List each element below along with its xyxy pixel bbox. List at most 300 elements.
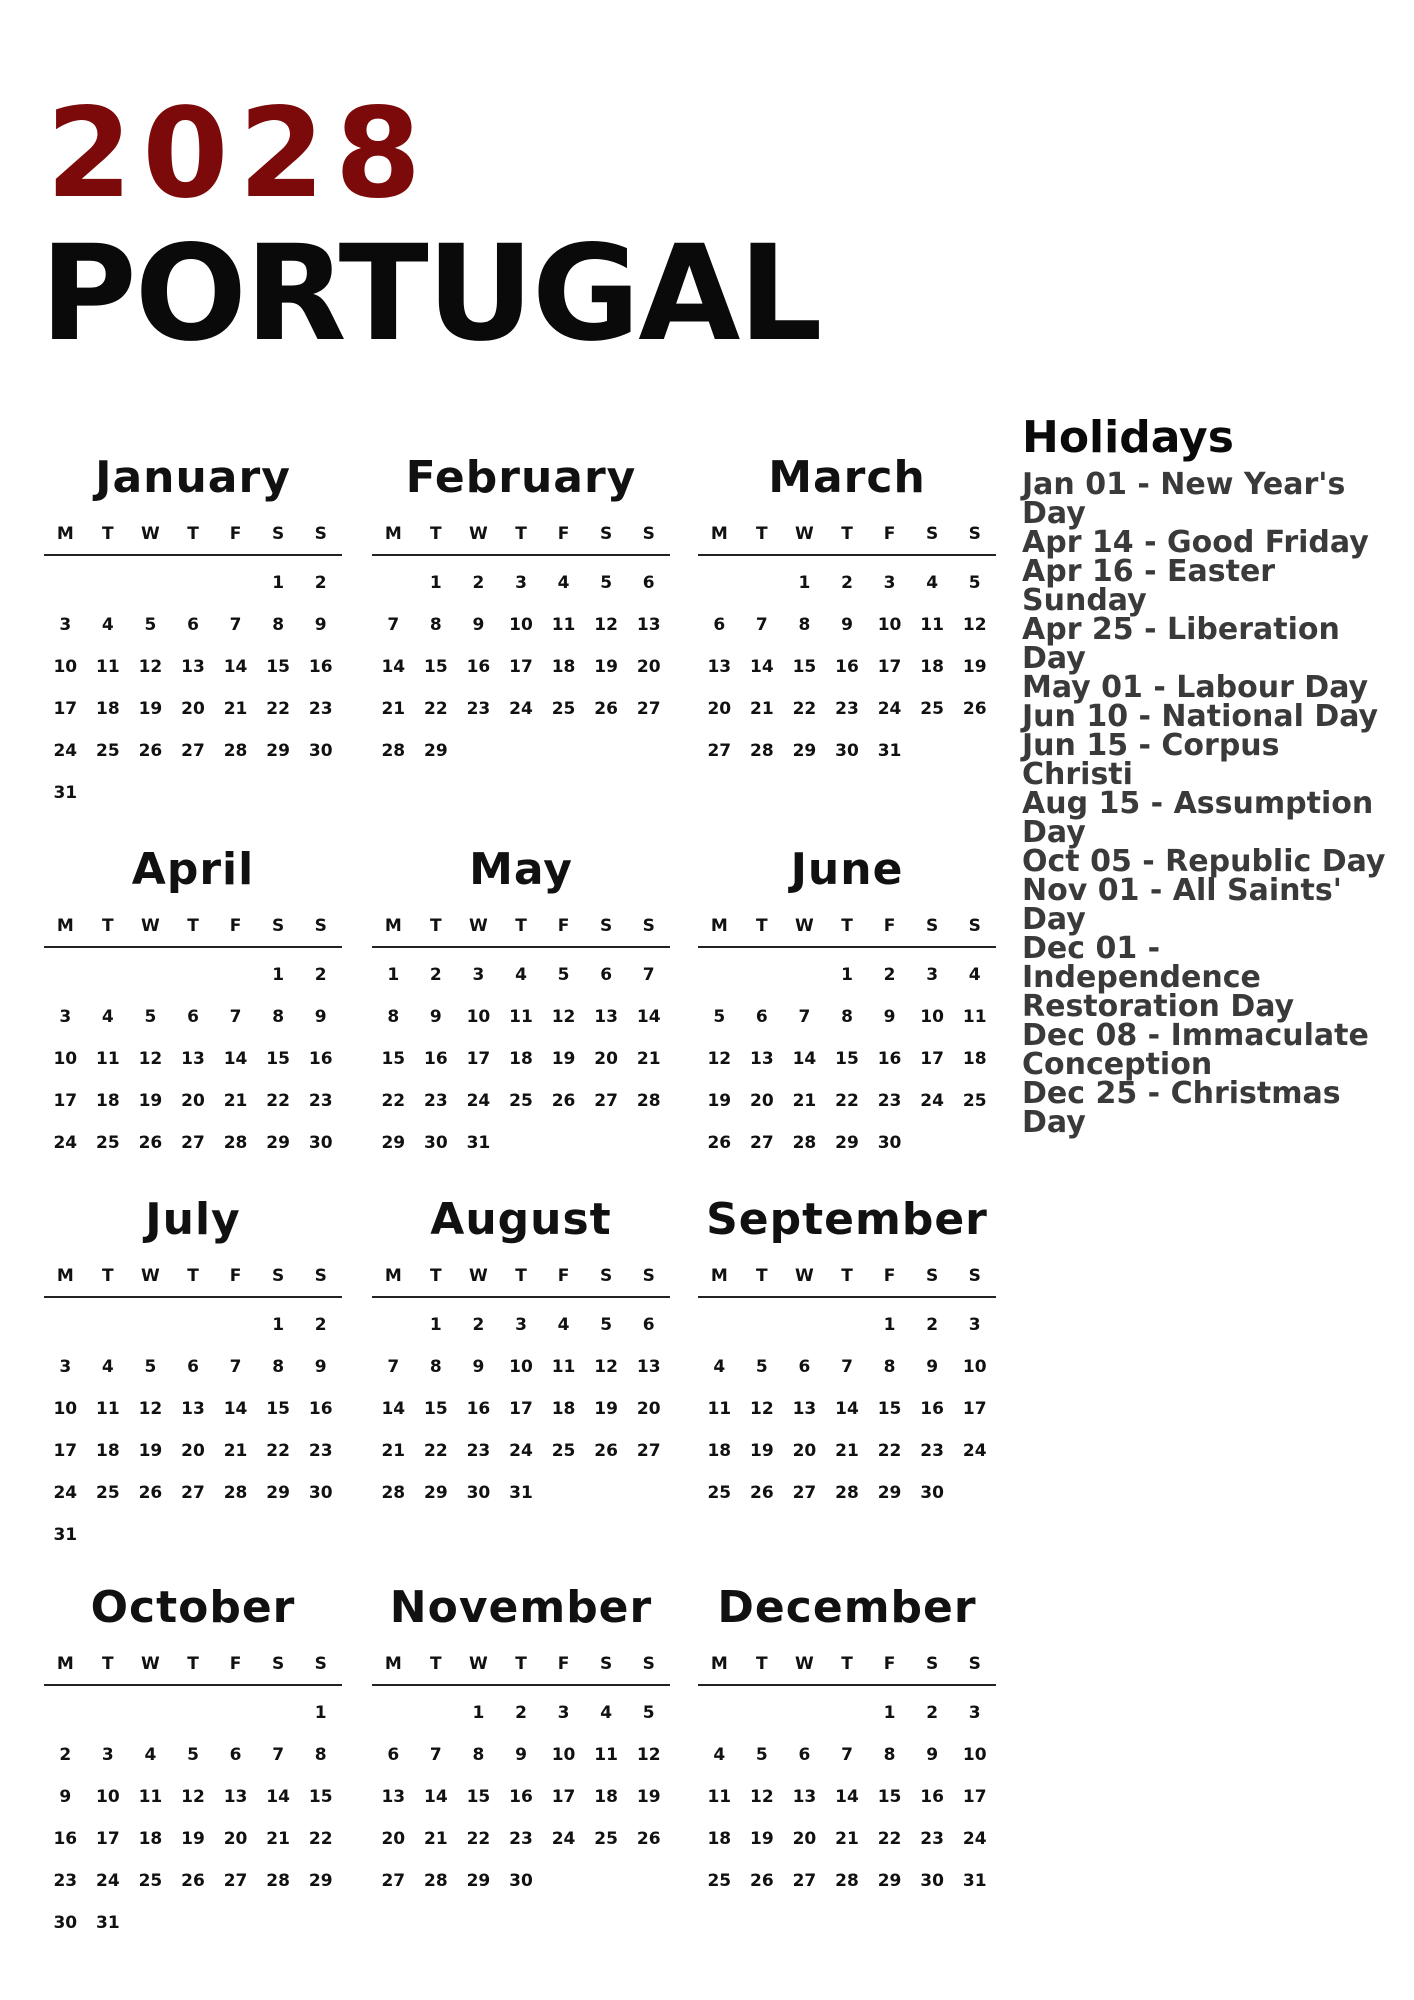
- day-cell: 3: [59, 615, 72, 635]
- holiday-item: Jun 10 - National Day: [1022, 699, 1379, 735]
- day-cell: 13: [792, 1399, 817, 1419]
- day-cell: 26: [138, 1133, 163, 1153]
- day-cell: 14: [381, 1399, 406, 1419]
- day-cell: 2: [841, 573, 853, 593]
- weekday-header: [698, 916, 996, 948]
- weekday-label: T: [430, 916, 442, 936]
- day-cell: 10: [96, 1787, 120, 1807]
- days-grid: [372, 1692, 670, 1902]
- day-cell: 19: [594, 657, 618, 677]
- holiday-item: Apr 14 - Good Friday: [1022, 525, 1369, 561]
- empty-day-cell: [44, 1304, 87, 1346]
- month-name: January: [95, 452, 291, 503]
- day-cell: 23: [308, 1441, 333, 1461]
- day-cell: 23: [877, 1091, 902, 1111]
- day-cell: 13: [750, 1049, 774, 1069]
- day-cell: 3: [968, 1315, 981, 1335]
- day-cell: 8: [798, 615, 811, 635]
- day-cell: 8: [272, 1357, 285, 1377]
- month-name: November: [389, 1582, 653, 1633]
- day-cell: 20: [594, 1049, 618, 1069]
- day-cell: 8: [841, 1007, 853, 1027]
- weekday-label: S: [600, 916, 613, 936]
- day-cell: 14: [381, 657, 406, 677]
- day-cell: 13: [381, 1787, 406, 1807]
- weekday-label: W: [795, 916, 814, 936]
- day-cell: 31: [53, 783, 78, 803]
- day-cell: 4: [713, 1357, 726, 1377]
- holidays-list: [1022, 467, 1392, 1141]
- weekday-label: W: [141, 1654, 160, 1674]
- holiday-item: Nov 01 - All Saints' Day: [1022, 873, 1342, 938]
- empty-day-cell: [741, 562, 784, 604]
- weekday-label: S: [926, 916, 939, 936]
- weekday-label: F: [883, 524, 896, 544]
- day-cell: 25: [96, 1483, 120, 1503]
- day-cell: 21: [750, 699, 774, 719]
- day-cell: 19: [138, 1441, 163, 1461]
- day-cell: 13: [636, 1357, 661, 1377]
- day-cell: 17: [509, 1399, 533, 1419]
- day-cell: 16: [877, 1049, 902, 1069]
- day-cell: 2: [472, 573, 485, 593]
- day-cell: 9: [472, 1357, 485, 1377]
- day-cell: 14: [792, 1049, 817, 1069]
- day-cell: 12: [138, 657, 163, 677]
- month-name: July: [145, 1194, 241, 1245]
- day-cell: 18: [509, 1049, 533, 1069]
- days-grid: [372, 1304, 670, 1514]
- day-cell: 2: [314, 573, 327, 593]
- day-cell: 18: [96, 1441, 120, 1461]
- day-cell: 17: [962, 1787, 987, 1807]
- day-cell: 16: [53, 1829, 78, 1849]
- weekday-header: [372, 1654, 670, 1686]
- weekday-label: S: [314, 1266, 327, 1286]
- day-cell: 16: [509, 1787, 533, 1807]
- days-grid: [698, 1304, 996, 1514]
- month-name: August: [430, 1194, 612, 1245]
- day-cell: 7: [429, 1745, 442, 1765]
- day-cell: 17: [962, 1399, 987, 1419]
- weekday-label: F: [883, 916, 896, 936]
- weekday-label: W: [795, 1654, 814, 1674]
- day-cell: 15: [424, 1399, 448, 1419]
- day-cell: 22: [266, 699, 290, 719]
- day-cell: 30: [424, 1133, 448, 1153]
- month-name: March: [768, 452, 926, 503]
- month-may: [372, 840, 670, 1164]
- day-cell: 9: [472, 615, 485, 635]
- day-cell: 23: [920, 1441, 944, 1461]
- day-cell: 20: [181, 699, 205, 719]
- day-cell: 21: [381, 699, 406, 719]
- country-title: PORTUGAL: [40, 217, 821, 371]
- day-cell: 8: [429, 1357, 442, 1377]
- empty-day-cell: [129, 954, 172, 996]
- day-cell: 31: [509, 1483, 533, 1503]
- day-cell: 21: [835, 1829, 859, 1849]
- day-cell: 2: [314, 1315, 327, 1335]
- holiday-item: Aug 15 - Assumption Day: [1022, 786, 1374, 851]
- weekday-header: [372, 916, 670, 948]
- day-cell: 29: [877, 1483, 902, 1503]
- day-cell: 15: [466, 1787, 491, 1807]
- day-cell: 2: [883, 965, 896, 985]
- weekday-label: S: [314, 524, 327, 544]
- weekday-label: F: [557, 524, 570, 544]
- day-cell: 16: [466, 1399, 491, 1419]
- weekday-header: [44, 1654, 342, 1686]
- day-cell: 11: [96, 657, 120, 677]
- day-cell: 5: [144, 615, 157, 635]
- day-cell: 12: [707, 1049, 732, 1069]
- day-cell: 7: [841, 1745, 853, 1765]
- day-cell: 17: [920, 1049, 944, 1069]
- weekday-label: S: [968, 916, 981, 936]
- day-cell: 6: [713, 615, 726, 635]
- empty-day-cell: [214, 1692, 257, 1734]
- day-cell: 27: [594, 1091, 618, 1111]
- weekday-label: T: [430, 524, 442, 544]
- weekday-label: F: [883, 1654, 896, 1674]
- day-cell: 17: [466, 1049, 491, 1069]
- weekday-label: W: [795, 1266, 814, 1286]
- day-cell: 8: [272, 1007, 285, 1027]
- days-grid: [44, 1304, 342, 1556]
- day-cell: 14: [636, 1007, 661, 1027]
- day-cell: 12: [750, 1787, 774, 1807]
- month-name: December: [717, 1582, 977, 1633]
- day-cell: 4: [101, 615, 114, 635]
- day-cell: 12: [594, 615, 618, 635]
- day-cell: 2: [926, 1315, 939, 1335]
- day-cell: 25: [509, 1091, 533, 1111]
- day-cell: 5: [557, 965, 570, 985]
- day-cell: 4: [557, 573, 570, 593]
- day-cell: 17: [53, 1441, 78, 1461]
- day-cell: 29: [424, 741, 448, 761]
- day-cell: 15: [266, 1049, 290, 1069]
- day-cell: 22: [466, 1829, 491, 1849]
- day-cell: 21: [835, 1441, 859, 1461]
- day-cell: 12: [750, 1399, 774, 1419]
- day-cell: 20: [750, 1091, 774, 1111]
- month-february: [372, 448, 670, 772]
- day-cell: 5: [600, 1315, 613, 1335]
- day-cell: 25: [138, 1871, 163, 1891]
- day-cell: 3: [926, 965, 939, 985]
- day-cell: 28: [792, 1133, 817, 1153]
- day-cell: 1: [429, 573, 442, 593]
- day-cell: 3: [59, 1357, 72, 1377]
- day-cell: 28: [223, 741, 248, 761]
- day-cell: 8: [272, 615, 285, 635]
- day-cell: 29: [266, 741, 290, 761]
- day-cell: 20: [636, 1399, 661, 1419]
- day-cell: 4: [101, 1007, 114, 1027]
- day-cell: 1: [841, 965, 853, 985]
- day-cell: 16: [424, 1049, 448, 1069]
- holiday-item: Apr 16 - Easter Sunday: [1022, 554, 1276, 619]
- day-cell: 14: [424, 1787, 448, 1807]
- day-cell: 13: [707, 657, 732, 677]
- holidays-panel: [1022, 412, 1392, 1141]
- day-cell: 22: [792, 699, 817, 719]
- day-cell: 31: [96, 1913, 120, 1933]
- day-cell: 17: [877, 657, 902, 677]
- weekday-header: [698, 1266, 996, 1298]
- empty-day-cell: [129, 562, 172, 604]
- days-grid: [372, 562, 670, 772]
- day-cell: 22: [424, 1441, 448, 1461]
- day-cell: 14: [223, 1049, 248, 1069]
- empty-day-cell: [257, 1692, 300, 1734]
- weekday-label: M: [710, 1266, 728, 1286]
- day-cell: 30: [509, 1871, 533, 1891]
- day-cell: 5: [187, 1745, 199, 1765]
- day-cell: 11: [962, 1007, 987, 1027]
- empty-day-cell: [172, 1692, 215, 1734]
- weekday-label: T: [841, 1654, 853, 1674]
- day-cell: 3: [101, 1745, 114, 1765]
- day-cell: 9: [926, 1357, 939, 1377]
- day-cell: 13: [223, 1787, 248, 1807]
- day-cell: 28: [223, 1133, 248, 1153]
- day-cell: 11: [138, 1787, 163, 1807]
- empty-day-cell: [214, 954, 257, 996]
- day-cell: 8: [314, 1745, 327, 1765]
- day-cell: 19: [962, 657, 987, 677]
- day-cell: 27: [750, 1133, 774, 1153]
- holidays-title: Holidays: [1022, 412, 1234, 463]
- day-cell: 15: [424, 657, 448, 677]
- day-cell: 26: [551, 1091, 576, 1111]
- day-cell: 29: [266, 1483, 290, 1503]
- day-cell: 15: [877, 1399, 902, 1419]
- empty-day-cell: [129, 1304, 172, 1346]
- day-cell: 17: [551, 1787, 576, 1807]
- weekday-label: S: [968, 1654, 981, 1674]
- day-cell: 10: [920, 1007, 944, 1027]
- day-cell: 23: [308, 699, 333, 719]
- day-cell: 21: [223, 1441, 248, 1461]
- day-cell: 15: [266, 1399, 290, 1419]
- day-cell: 6: [755, 1007, 768, 1027]
- day-cell: 1: [883, 1315, 896, 1335]
- day-cell: 27: [223, 1871, 248, 1891]
- day-cell: 13: [181, 657, 205, 677]
- day-cell: 19: [181, 1829, 205, 1849]
- weekday-header: [372, 1266, 670, 1298]
- day-cell: 2: [429, 965, 442, 985]
- day-cell: 24: [551, 1829, 576, 1849]
- weekday-header: [44, 1266, 342, 1298]
- weekday-label: F: [229, 1266, 242, 1286]
- empty-day-cell: [741, 1692, 784, 1734]
- day-cell: 30: [308, 1483, 333, 1503]
- day-cell: 13: [792, 1787, 817, 1807]
- weekday-label: M: [56, 1266, 74, 1286]
- empty-day-cell: [698, 954, 741, 996]
- day-cell: 1: [387, 965, 400, 985]
- day-cell: 18: [551, 657, 576, 677]
- day-cell: 28: [223, 1483, 248, 1503]
- day-cell: 9: [314, 615, 327, 635]
- holiday-item: May 01 - Labour Day: [1022, 670, 1369, 706]
- day-cell: 10: [962, 1357, 987, 1377]
- day-cell: 11: [96, 1399, 120, 1419]
- weekday-label: T: [102, 1654, 114, 1674]
- day-cell: 26: [138, 741, 163, 761]
- month-name: April: [131, 844, 255, 895]
- weekday-label: S: [600, 524, 613, 544]
- day-cell: 1: [798, 573, 811, 593]
- day-cell: 6: [187, 615, 199, 635]
- day-cell: 1: [272, 965, 285, 985]
- day-cell: 7: [229, 1357, 242, 1377]
- day-cell: 11: [920, 615, 944, 635]
- day-cell: 8: [472, 1745, 485, 1765]
- day-cell: 10: [877, 615, 902, 635]
- day-cell: 24: [53, 1133, 78, 1153]
- weekday-label: S: [314, 1654, 327, 1674]
- empty-day-cell: [172, 562, 215, 604]
- day-cell: 21: [381, 1441, 406, 1461]
- weekday-label: S: [968, 524, 981, 544]
- day-cell: 9: [429, 1007, 442, 1027]
- month-june: [698, 840, 996, 1164]
- day-cell: 9: [59, 1787, 72, 1807]
- day-cell: 5: [713, 1007, 726, 1027]
- empty-day-cell: [372, 1692, 415, 1734]
- weekday-label: F: [229, 916, 242, 936]
- day-cell: 22: [266, 1091, 290, 1111]
- day-cell: 12: [181, 1787, 205, 1807]
- day-cell: 24: [509, 1441, 533, 1461]
- day-cell: 8: [429, 615, 442, 635]
- day-cell: 9: [883, 1007, 896, 1027]
- weekday-label: W: [795, 524, 814, 544]
- day-cell: 21: [223, 699, 248, 719]
- day-cell: 16: [920, 1787, 944, 1807]
- day-cell: 25: [96, 1133, 120, 1153]
- day-cell: 31: [466, 1133, 491, 1153]
- day-cell: 5: [968, 573, 981, 593]
- weekday-label: W: [469, 524, 488, 544]
- day-cell: 5: [755, 1357, 768, 1377]
- weekday-label: S: [272, 916, 285, 936]
- day-cell: 27: [381, 1871, 406, 1891]
- month-april: [44, 840, 342, 1164]
- weekday-label: F: [229, 1654, 242, 1674]
- day-cell: 29: [835, 1133, 859, 1153]
- day-cell: 11: [707, 1787, 732, 1807]
- weekday-label: W: [469, 1654, 488, 1674]
- day-cell: 29: [466, 1871, 491, 1891]
- weekday-label: W: [469, 916, 488, 936]
- weekday-label: T: [515, 916, 527, 936]
- day-cell: 25: [962, 1091, 987, 1111]
- day-cell: 3: [557, 1703, 570, 1723]
- weekday-label: T: [430, 1654, 442, 1674]
- weekday-label: S: [272, 1654, 285, 1674]
- day-cell: 30: [308, 741, 333, 761]
- weekday-label: S: [642, 1654, 655, 1674]
- day-cell: 13: [181, 1049, 205, 1069]
- day-cell: 24: [53, 741, 78, 761]
- day-cell: 22: [381, 1091, 406, 1111]
- day-cell: 18: [707, 1441, 732, 1461]
- day-cell: 27: [636, 699, 661, 719]
- day-cell: 25: [920, 699, 944, 719]
- weekday-label: T: [756, 1654, 768, 1674]
- weekday-label: T: [841, 1266, 853, 1286]
- day-cell: 6: [642, 1315, 655, 1335]
- day-cell: 23: [509, 1829, 533, 1849]
- empty-day-cell: [372, 562, 415, 604]
- weekday-label: S: [926, 524, 939, 544]
- day-cell: 30: [920, 1483, 944, 1503]
- weekday-label: S: [600, 1266, 613, 1286]
- day-cell: 21: [792, 1091, 817, 1111]
- day-cell: 26: [707, 1133, 732, 1153]
- day-cell: 8: [883, 1745, 896, 1765]
- day-cell: 20: [792, 1829, 817, 1849]
- day-cell: 7: [798, 1007, 811, 1027]
- empty-day-cell: [741, 1304, 784, 1346]
- day-cell: 23: [920, 1829, 944, 1849]
- day-cell: 3: [883, 573, 896, 593]
- holiday-item: Dec 08 - Immaculate Conception: [1022, 1018, 1369, 1083]
- weekday-label: T: [756, 524, 768, 544]
- day-cell: 5: [144, 1007, 157, 1027]
- day-cell: 6: [187, 1007, 199, 1027]
- day-cell: 30: [835, 741, 859, 761]
- weekday-label: S: [642, 524, 655, 544]
- day-cell: 12: [138, 1399, 163, 1419]
- day-cell: 6: [187, 1357, 199, 1377]
- day-cell: 26: [138, 1483, 163, 1503]
- weekday-label: W: [141, 1266, 160, 1286]
- day-cell: 28: [381, 741, 406, 761]
- month-september: [698, 1190, 996, 1514]
- weekday-header: [698, 524, 996, 556]
- day-cell: 29: [877, 1871, 902, 1891]
- day-cell: 10: [509, 615, 533, 635]
- day-cell: 10: [53, 657, 78, 677]
- day-cell: 28: [636, 1091, 661, 1111]
- holiday-item: Jan 01 - New Year's Day: [1022, 467, 1346, 532]
- weekday-header: [698, 1654, 996, 1686]
- day-cell: 17: [53, 1091, 78, 1111]
- days-grid: [698, 1692, 996, 1902]
- empty-day-cell: [129, 1692, 172, 1734]
- month-march: [698, 448, 996, 772]
- day-cell: 1: [883, 1703, 896, 1723]
- empty-day-cell: [372, 1304, 415, 1346]
- day-cell: 12: [594, 1357, 618, 1377]
- day-cell: 3: [515, 573, 527, 593]
- weekday-header: [44, 916, 342, 948]
- empty-day-cell: [698, 1304, 741, 1346]
- day-cell: 29: [308, 1871, 333, 1891]
- day-cell: 6: [642, 573, 655, 593]
- day-cell: 2: [515, 1703, 527, 1723]
- empty-day-cell: [826, 1304, 869, 1346]
- weekday-label: M: [710, 524, 728, 544]
- day-cell: 7: [387, 1357, 400, 1377]
